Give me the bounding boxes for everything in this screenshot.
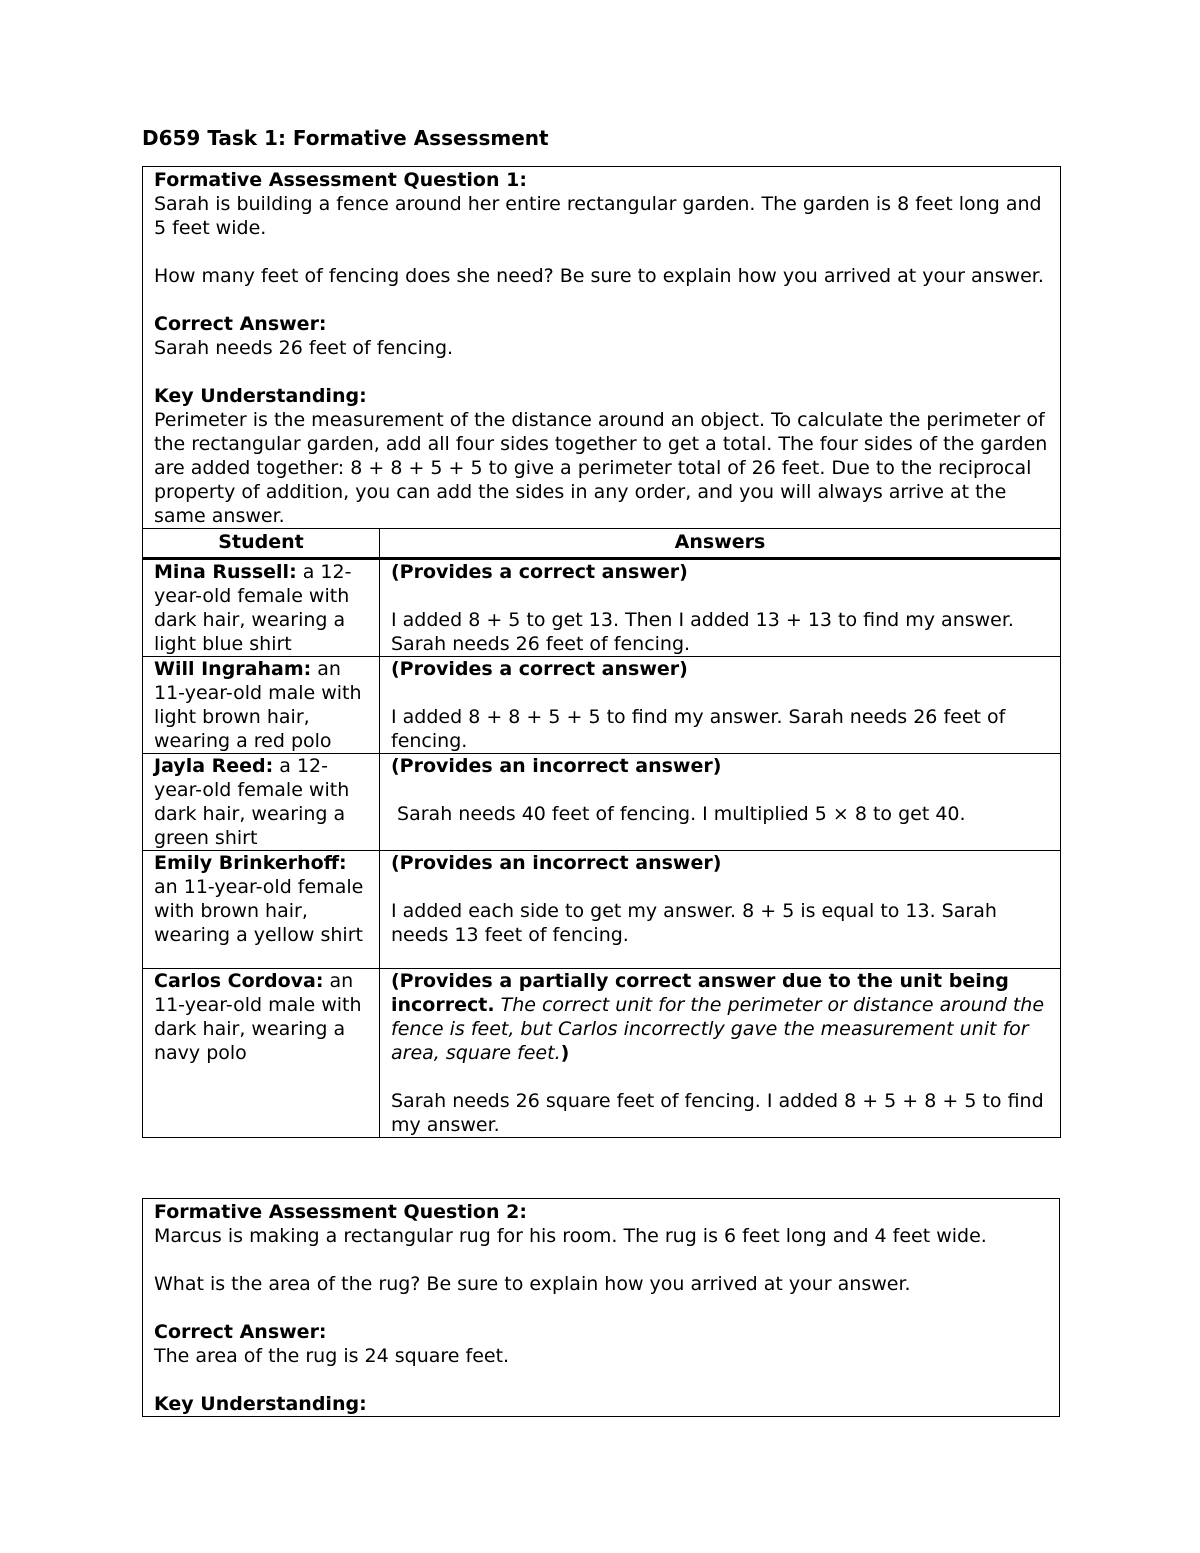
correct-answer-text: Sarah needs 26 feet of fencing. xyxy=(154,337,454,359)
question-1-table xyxy=(142,166,1061,1138)
table-row xyxy=(143,851,1061,969)
answer-text: Sarah needs 40 feet of fencing. I multiplied 5 × 8 to get 40. xyxy=(391,803,966,825)
student-description: an 11-year-old male with light brown hair, wearing a red polo xyxy=(154,658,362,752)
key-understanding-label: Key Understanding: xyxy=(154,1393,367,1415)
column-header-student: Student xyxy=(143,529,380,559)
student-cell xyxy=(143,657,380,754)
table-row xyxy=(143,754,1061,851)
student-description: an 11-year-old female with brown hair, wearing a yellow shirt xyxy=(154,876,364,946)
answer-rating: (Provides a correct answer) xyxy=(391,561,688,583)
table-row xyxy=(143,559,1061,657)
key-understanding-label: Key Understanding: xyxy=(154,385,367,407)
student-name: Carlos Cordova: xyxy=(154,970,324,992)
question-2-question: What is the area of the rug? Be sure to explain how you arrived at your answer. xyxy=(154,1273,911,1295)
question-1-question: How many feet of fencing does she need? Be sure to explain how you arrived at your answer. xyxy=(154,265,1044,287)
student-cell xyxy=(143,559,380,657)
answer-text: I added 8 + 5 to get 13. Then I added 13 + 13 to find my answer. Sarah needs 26 feet of fencing. xyxy=(391,609,1014,655)
column-header-answers: Answers xyxy=(380,529,1061,559)
correct-answer-label: Correct Answer: xyxy=(154,313,327,335)
student-description: a 12-year-old female with dark hair, wearing a light blue shirt xyxy=(154,561,352,655)
table-header-row xyxy=(143,529,1061,559)
answer-cell xyxy=(380,754,1061,851)
answer-text: I added each side to get my answer. 8 + 5 is equal to 13. Sarah needs 13 feet of fencing. xyxy=(391,900,997,946)
table-row xyxy=(143,969,1061,1138)
question-2-prompt: Marcus is making a rectangular rug for his room. The rug is 6 feet long and 4 feet wide. xyxy=(154,1225,987,1247)
question-1-prompt: Sarah is building a fence around her entire rectangular garden. The garden is 8 feet long and 5 feet wide. xyxy=(154,193,1042,239)
student-name: Mina Russell: xyxy=(154,561,297,583)
answer-text: Sarah needs 26 square feet of fencing. I added 8 + 5 + 8 + 5 to find my answer. xyxy=(391,1090,1044,1136)
key-understanding-text: Perimeter is the measurement of the distance around an object. To calculate the perimeter of the rectangular garden, add all four sides together to get a total. The four sides of the garden are added together: 8 + 8 + 5 + 5 to give a perimeter total of 26 feet. Due to the reciprocal property of addition, you can add the sides in any order, and you will always arrive at the same answer. xyxy=(154,409,1048,527)
answer-rating: (Provides an incorrect answer) xyxy=(391,852,722,874)
table-row xyxy=(143,657,1061,754)
answer-rating: (Provides an incorrect answer) xyxy=(391,755,722,777)
student-description: a 12-year-old female with dark hair, wearing a green shirt xyxy=(154,755,350,849)
answer-cell xyxy=(380,559,1061,657)
student-name: Emily Brinkerhoff: xyxy=(154,852,347,874)
student-name: Will Ingraham: xyxy=(154,658,312,680)
answer-rating: (Provides a partially correct answer due to the unit being incorrect. xyxy=(391,970,1009,1016)
answer-cell xyxy=(380,969,1061,1138)
correct-answer-text: The area of the rug is 24 square feet. xyxy=(154,1345,510,1367)
answer-cell xyxy=(380,657,1061,754)
student-cell xyxy=(143,754,380,851)
question-1-heading: Formative Assessment Question 1: xyxy=(154,169,527,191)
answer-cell xyxy=(380,851,1061,969)
answer-rating: (Provides a correct answer) xyxy=(391,658,688,680)
answer-rating-note: The correct unit for the perimeter or distance around the fence is feet, but Carlos incorrectly gave the measurement unit for area, square feet. xyxy=(391,994,1045,1064)
correct-answer-label: Correct Answer: xyxy=(154,1321,327,1343)
student-name: Jayla Reed: xyxy=(154,755,274,777)
document-title: D659 Task 1: Formative Assessment xyxy=(142,126,549,150)
student-description: an 11-year-old male with dark hair, wearing a navy polo xyxy=(154,970,362,1064)
student-cell xyxy=(143,851,380,969)
student-cell xyxy=(143,969,380,1138)
answer-text: I added 8 + 8 + 5 + 5 to find my answer. Sarah needs 26 feet of fencing. xyxy=(391,706,1006,752)
question-2-table xyxy=(142,1198,1060,1417)
question-1-intro xyxy=(143,167,1061,529)
question-2-heading: Formative Assessment Question 2: xyxy=(154,1201,527,1223)
answer-rating-close: ) xyxy=(560,1042,570,1064)
question-2-intro xyxy=(143,1199,1060,1417)
